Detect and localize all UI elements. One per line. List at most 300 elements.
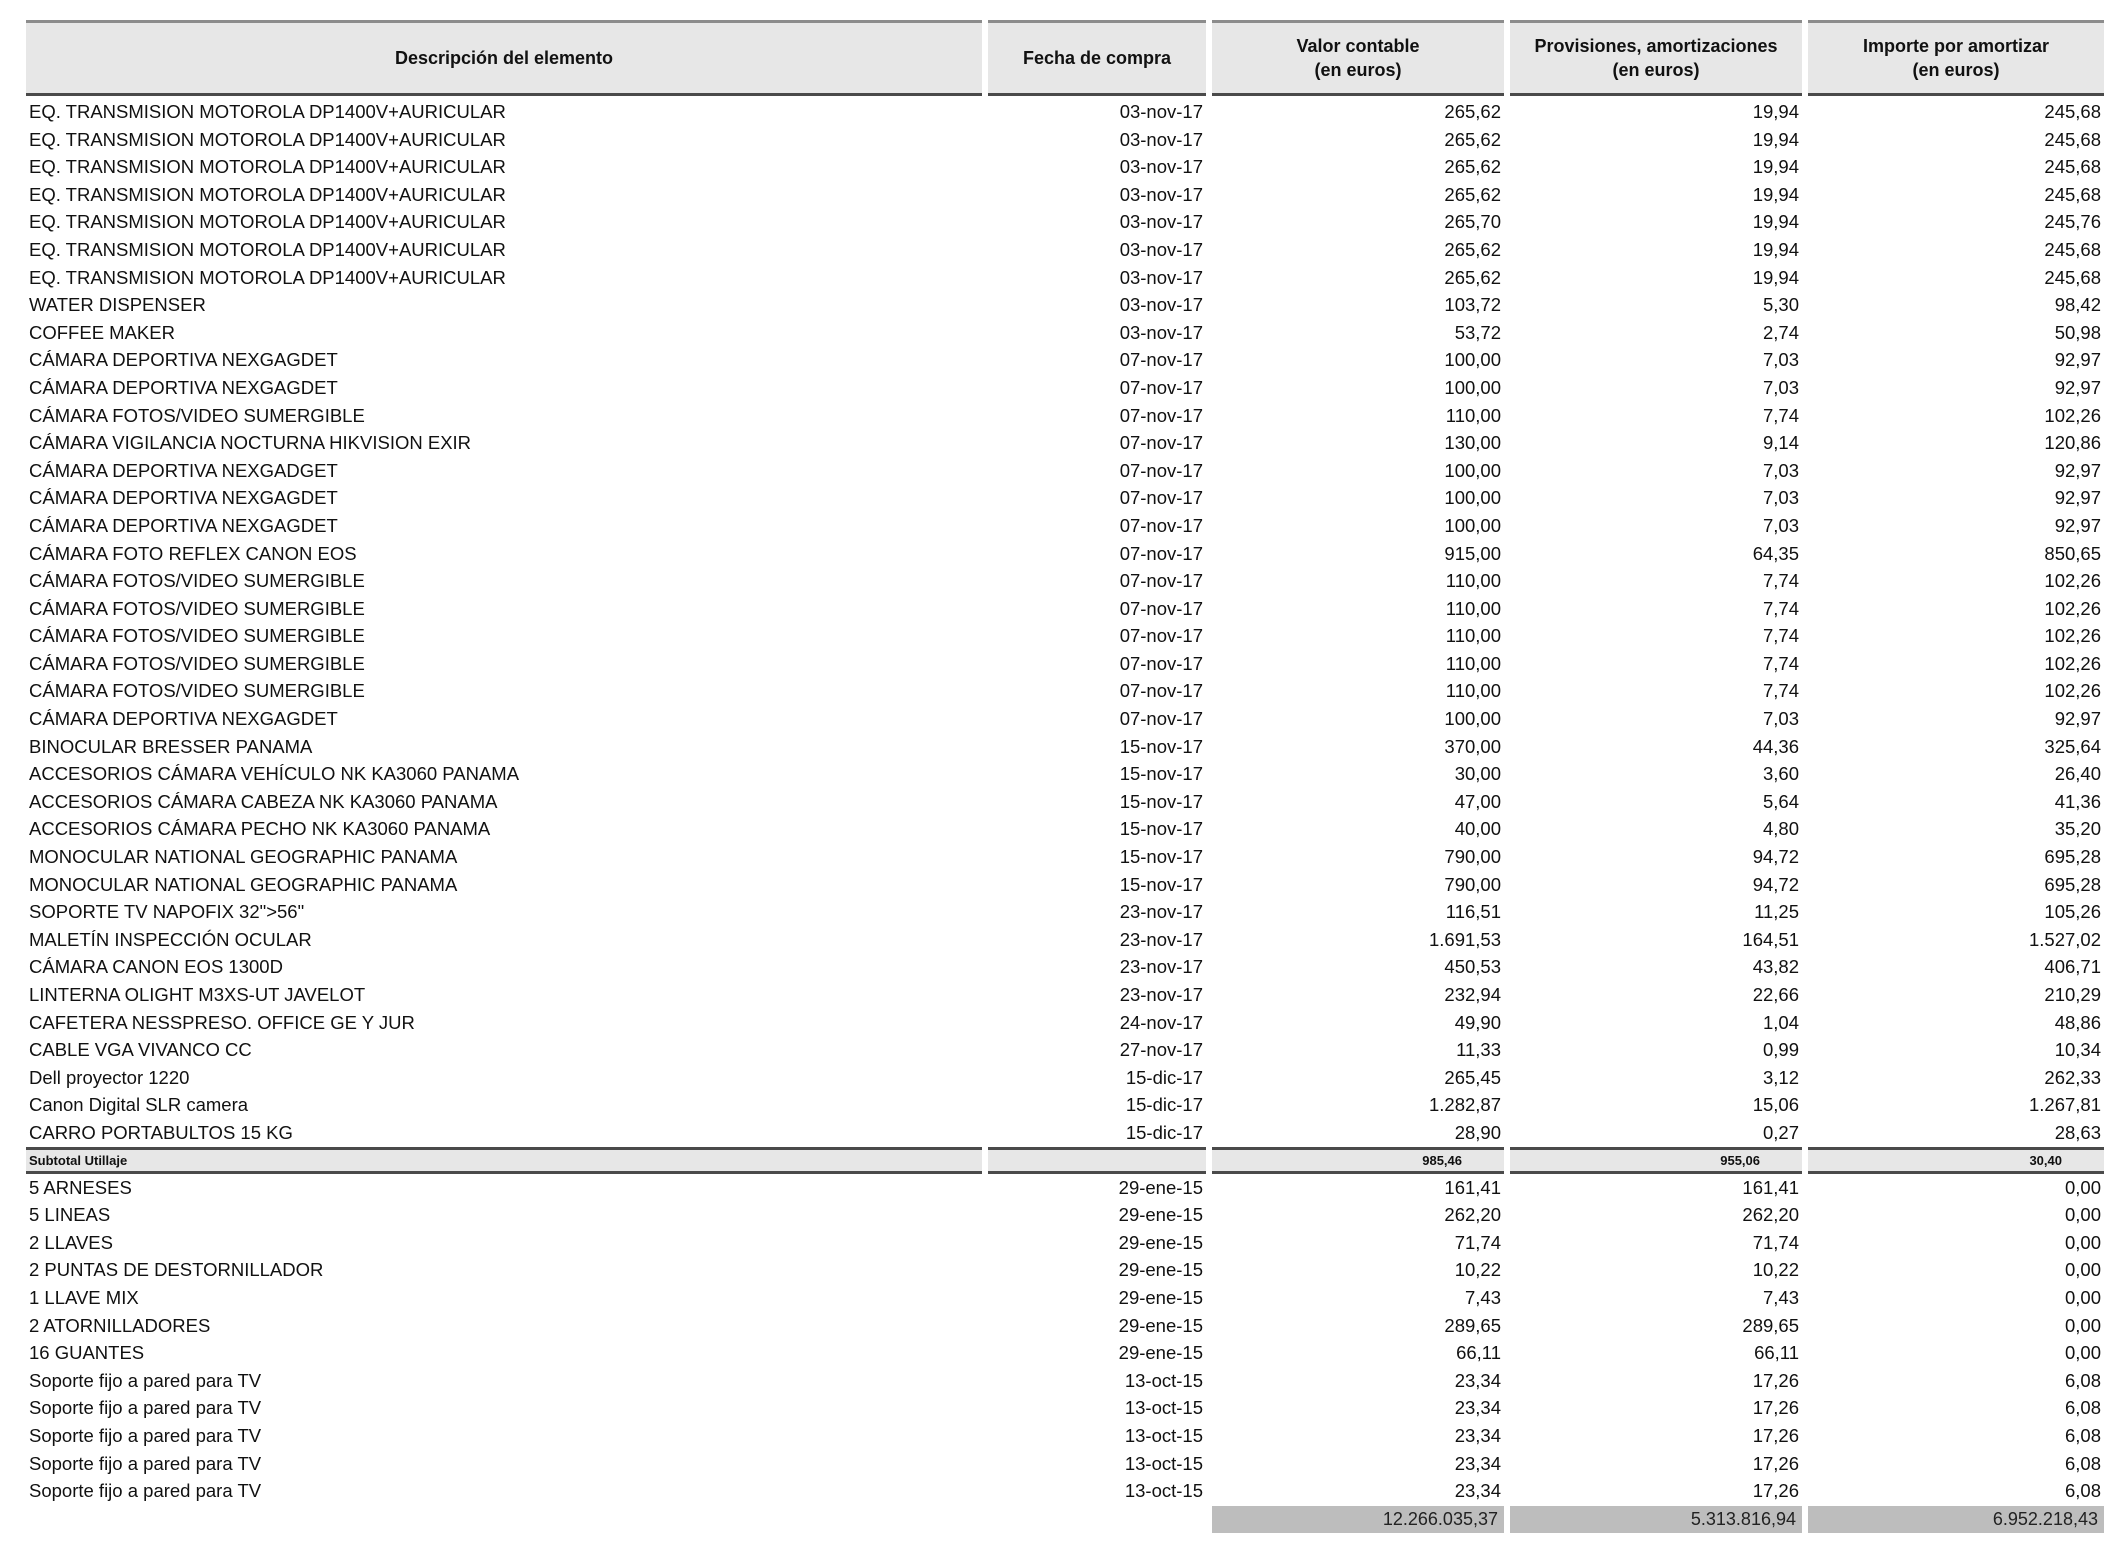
cell-purchase-date: 29-ene-15 bbox=[1118, 1176, 1203, 1198]
cell-purchase-date: 29-ene-15 bbox=[1118, 1342, 1203, 1364]
subtotal-provisions: 955,06 bbox=[1510, 1147, 1802, 1174]
cell-description: MONOCULAR NATIONAL GEOGRAPHIC PANAMA bbox=[29, 846, 458, 868]
cell-pending-amount: 48,86 bbox=[2054, 1011, 2101, 1033]
table-row bbox=[26, 484, 2104, 512]
cell-pending-amount: 28,63 bbox=[2054, 1121, 2101, 1143]
table-row bbox=[26, 871, 2104, 899]
cell-book-value: 265,62 bbox=[1444, 101, 1501, 122]
cell-purchase-date: 29-ene-15 bbox=[1118, 1259, 1203, 1281]
table-body bbox=[26, 98, 2104, 1505]
cell-book-value: 289,65 bbox=[1444, 1314, 1501, 1336]
cell-pending-amount: 1.527,02 bbox=[2028, 928, 2101, 950]
subtotal-pending: 30,40 bbox=[1808, 1147, 2104, 1174]
cell-description: WATER DISPENSER bbox=[29, 294, 206, 316]
cell-provisions: 5,30 bbox=[1762, 294, 1799, 316]
cell-description: CAFETERA NESSPRESO. OFFICE GE Y JUR bbox=[29, 1011, 415, 1033]
cell-purchase-date: 29-ene-15 bbox=[1118, 1231, 1203, 1253]
cell-purchase-date: 24-nov-17 bbox=[1119, 1011, 1203, 1033]
cell-pending-amount: 35,20 bbox=[2054, 818, 2101, 840]
cell-book-value: 40,00 bbox=[1454, 818, 1501, 840]
header-description: Descripción del elemento bbox=[26, 20, 982, 96]
cell-book-value: 1.282,87 bbox=[1428, 1094, 1501, 1116]
cell-purchase-date: 15-dic-17 bbox=[1125, 1066, 1203, 1088]
cell-pending-amount: 105,26 bbox=[2044, 901, 2101, 923]
cell-description: CÁMARA FOTOS/VIDEO SUMERGIBLE bbox=[29, 625, 365, 647]
cell-pending-amount: 0,00 bbox=[2064, 1342, 2101, 1364]
table-row bbox=[26, 1477, 2104, 1505]
cell-pending-amount: 406,71 bbox=[2044, 956, 2101, 978]
cell-description: 5 ARNESES bbox=[29, 1176, 132, 1198]
table-row bbox=[26, 595, 2104, 623]
table-row bbox=[26, 208, 2104, 236]
cell-pending-amount: 92,97 bbox=[2054, 708, 2101, 730]
cell-description: EQ. TRANSMISION MOTOROLA DP1400V+AURICULAR bbox=[29, 183, 506, 205]
cell-book-value: 49,90 bbox=[1454, 1011, 1501, 1033]
table-row bbox=[26, 1422, 2104, 1450]
cell-pending-amount: 1.267,81 bbox=[2028, 1094, 2101, 1116]
cell-book-value: 100,00 bbox=[1444, 349, 1501, 371]
cell-book-value: 265,45 bbox=[1444, 1066, 1501, 1088]
cell-description: 1 LLAVE MIX bbox=[29, 1286, 139, 1308]
cell-book-value: 790,00 bbox=[1444, 846, 1501, 868]
cell-provisions: 44,36 bbox=[1752, 735, 1799, 757]
cell-purchase-date: 15-nov-17 bbox=[1119, 790, 1203, 812]
cell-purchase-date: 13-oct-15 bbox=[1124, 1397, 1203, 1419]
cell-provisions: 7,74 bbox=[1762, 404, 1799, 426]
cell-pending-amount: 98,42 bbox=[2054, 294, 2101, 316]
total-book-value: 12.266.035,37 bbox=[1212, 1506, 1504, 1533]
cell-book-value: 7,43 bbox=[1464, 1286, 1501, 1308]
cell-pending-amount: 245,76 bbox=[2044, 211, 2101, 233]
cell-purchase-date: 07-nov-17 bbox=[1119, 432, 1203, 454]
cell-provisions: 43,82 bbox=[1752, 956, 1799, 978]
cell-provisions: 94,72 bbox=[1752, 873, 1799, 895]
cell-purchase-date: 23-nov-17 bbox=[1119, 901, 1203, 923]
cell-pending-amount: 41,36 bbox=[2054, 790, 2101, 812]
cell-provisions: 9,14 bbox=[1762, 432, 1799, 454]
cell-book-value: 23,34 bbox=[1454, 1397, 1501, 1419]
cell-provisions: 19,94 bbox=[1752, 266, 1799, 288]
cell-description: 5 LINEAS bbox=[29, 1204, 111, 1226]
subtotal-book-value: 985,46 bbox=[1212, 1147, 1504, 1174]
table-row bbox=[26, 1009, 2104, 1037]
cell-provisions: 94,72 bbox=[1752, 846, 1799, 868]
cell-book-value: 110,00 bbox=[1445, 652, 1501, 674]
cell-description: EQ. TRANSMISION MOTOROLA DP1400V+AURICULAR bbox=[29, 156, 506, 178]
cell-purchase-date: 07-nov-17 bbox=[1119, 459, 1203, 481]
cell-pending-amount: 695,28 bbox=[2044, 846, 2101, 868]
table-row bbox=[26, 346, 2104, 374]
cell-description: EQ. TRANSMISION MOTOROLA DP1400V+AURICULAR bbox=[29, 211, 506, 233]
table-row bbox=[26, 650, 2104, 678]
cell-description: ACCESORIOS CÁMARA PECHO NK KA3060 PANAMA bbox=[29, 818, 491, 840]
cell-book-value: 370,00 bbox=[1444, 735, 1501, 757]
cell-purchase-date: 07-nov-17 bbox=[1119, 597, 1203, 619]
table-row bbox=[26, 374, 2104, 402]
cell-provisions: 164,51 bbox=[1742, 928, 1799, 950]
table-row bbox=[26, 291, 2104, 319]
table-row bbox=[26, 540, 2104, 568]
cell-provisions: 7,03 bbox=[1762, 376, 1799, 398]
cell-provisions: 19,94 bbox=[1752, 128, 1799, 150]
cell-pending-amount: 92,97 bbox=[2054, 376, 2101, 398]
cell-book-value: 265,70 bbox=[1444, 211, 1501, 233]
cell-description: ACCESORIOS CÁMARA VEHÍCULO NK KA3060 PANAMA bbox=[29, 763, 520, 785]
cell-pending-amount: 210,29 bbox=[2044, 984, 2101, 1005]
cell-book-value: 66,11 bbox=[1456, 1342, 1501, 1364]
cell-description: COFFEE MAKER bbox=[29, 321, 175, 343]
cell-pending-amount: 245,68 bbox=[2044, 101, 2101, 122]
cell-provisions: 3,12 bbox=[1762, 1066, 1799, 1088]
cell-pending-amount: 102,26 bbox=[2044, 652, 2101, 674]
cell-description: BINOCULAR BRESSER PANAMA bbox=[29, 735, 313, 757]
cell-pending-amount: 6,08 bbox=[2064, 1480, 2101, 1502]
cell-provisions: 5,64 bbox=[1762, 790, 1799, 812]
cell-pending-amount: 0,00 bbox=[2064, 1314, 2101, 1336]
table-row bbox=[26, 1367, 2104, 1395]
cell-pending-amount: 695,28 bbox=[2044, 873, 2101, 895]
cell-book-value: 10,22 bbox=[1454, 1259, 1501, 1281]
cell-purchase-date: 13-oct-15 bbox=[1124, 1369, 1203, 1391]
cell-description: Soporte fijo a pared para TV bbox=[29, 1369, 262, 1391]
cell-purchase-date: 15-nov-17 bbox=[1119, 846, 1203, 868]
cell-description: Soporte fijo a pared para TV bbox=[29, 1397, 262, 1419]
cell-pending-amount: 0,00 bbox=[2064, 1231, 2101, 1253]
cell-provisions: 3,60 bbox=[1762, 763, 1799, 785]
cell-pending-amount: 102,26 bbox=[2044, 625, 2101, 647]
cell-provisions: 7,03 bbox=[1762, 349, 1799, 371]
cell-description: ACCESORIOS CÁMARA CABEZA NK KA3060 PANAMA bbox=[29, 790, 498, 812]
cell-provisions: 7,03 bbox=[1762, 708, 1799, 730]
header-pending-amount: Importe por amortizar (en euros) bbox=[1808, 20, 2104, 96]
cell-pending-amount: 262,33 bbox=[2044, 1066, 2101, 1088]
cell-pending-amount: 6,08 bbox=[2064, 1452, 2101, 1474]
cell-pending-amount: 102,26 bbox=[2044, 570, 2101, 592]
cell-book-value: 47,00 bbox=[1454, 790, 1501, 812]
cell-purchase-date: 13-oct-15 bbox=[1124, 1424, 1203, 1446]
cell-book-value: 100,00 bbox=[1444, 487, 1501, 509]
cell-pending-amount: 245,68 bbox=[2044, 156, 2101, 178]
cell-book-value: 110,00 bbox=[1445, 570, 1501, 592]
cell-description: CÁMARA FOTOS/VIDEO SUMERGIBLE bbox=[29, 680, 365, 702]
cell-purchase-date: 15-nov-17 bbox=[1119, 873, 1203, 895]
cell-provisions: 161,41 bbox=[1742, 1176, 1799, 1198]
cell-pending-amount: 0,00 bbox=[2064, 1176, 2101, 1198]
cell-purchase-date: 15-dic-17 bbox=[1125, 1121, 1203, 1143]
cell-book-value: 262,20 bbox=[1444, 1204, 1501, 1226]
table-row bbox=[26, 843, 2104, 871]
cell-provisions: 17,26 bbox=[1752, 1424, 1799, 1446]
cell-book-value: 110,00 bbox=[1445, 404, 1501, 426]
table-row bbox=[26, 153, 2104, 181]
cell-book-value: 23,34 bbox=[1454, 1369, 1501, 1391]
cell-book-value: 110,00 bbox=[1445, 625, 1501, 647]
table-header bbox=[26, 20, 2104, 96]
cell-pending-amount: 102,26 bbox=[2044, 597, 2101, 619]
cell-pending-amount: 50,98 bbox=[2054, 321, 2101, 343]
cell-description: CARRO PORTABULTOS 15 KG bbox=[29, 1121, 293, 1143]
cell-provisions: 7,03 bbox=[1762, 487, 1799, 509]
cell-provisions: 289,65 bbox=[1742, 1314, 1799, 1336]
cell-purchase-date: 03-nov-17 bbox=[1119, 183, 1203, 205]
cell-purchase-date: 07-nov-17 bbox=[1119, 680, 1203, 702]
cell-provisions: 11,25 bbox=[1754, 901, 1799, 923]
cell-provisions: 7,74 bbox=[1762, 680, 1799, 702]
cell-pending-amount: 0,00 bbox=[2064, 1286, 2101, 1308]
cell-description: CÁMARA DEPORTIVA NEXGAGDET bbox=[29, 349, 338, 371]
cell-provisions: 7,74 bbox=[1762, 597, 1799, 619]
cell-provisions: 15,06 bbox=[1752, 1094, 1799, 1116]
cell-provisions: 4,80 bbox=[1762, 818, 1799, 840]
cell-purchase-date: 23-nov-17 bbox=[1119, 928, 1203, 950]
cell-description: Canon Digital SLR camera bbox=[29, 1094, 249, 1116]
table-row bbox=[26, 981, 2104, 1009]
total-provisions: 5.313.816,94 bbox=[1510, 1506, 1802, 1533]
cell-pending-amount: 10,34 bbox=[2054, 1039, 2101, 1061]
table-row bbox=[26, 898, 2104, 926]
cell-provisions: 71,74 bbox=[1752, 1231, 1799, 1253]
cell-purchase-date: 23-nov-17 bbox=[1119, 984, 1203, 1005]
table-row bbox=[26, 181, 2104, 209]
cell-provisions: 10,22 bbox=[1752, 1259, 1799, 1281]
table-row bbox=[26, 677, 2104, 705]
cell-purchase-date: 23-nov-17 bbox=[1119, 956, 1203, 978]
cell-pending-amount: 325,64 bbox=[2044, 735, 2101, 757]
cell-description: 2 PUNTAS DE DESTORNILLADOR bbox=[29, 1259, 324, 1281]
table-row bbox=[26, 319, 2104, 347]
cell-book-value: 265,62 bbox=[1444, 128, 1501, 150]
table-row bbox=[26, 953, 2104, 981]
cell-description: CÁMARA DEPORTIVA NEXGAGDET bbox=[29, 514, 338, 536]
cell-purchase-date: 07-nov-17 bbox=[1119, 349, 1203, 371]
cell-purchase-date: 15-nov-17 bbox=[1119, 818, 1203, 840]
cell-book-value: 23,34 bbox=[1454, 1480, 1501, 1502]
cell-purchase-date: 03-nov-17 bbox=[1119, 101, 1203, 122]
cell-purchase-date: 03-nov-17 bbox=[1119, 128, 1203, 150]
cell-pending-amount: 850,65 bbox=[2044, 542, 2101, 564]
cell-pending-amount: 92,97 bbox=[2054, 349, 2101, 371]
asset-table bbox=[26, 20, 2104, 1533]
table-row bbox=[26, 1201, 2104, 1229]
table-row bbox=[26, 1174, 2104, 1202]
cell-book-value: 915,00 bbox=[1444, 542, 1501, 564]
cell-book-value: 790,00 bbox=[1444, 873, 1501, 895]
cell-book-value: 71,74 bbox=[1454, 1231, 1501, 1253]
cell-provisions: 19,94 bbox=[1752, 156, 1799, 178]
section-utillaje bbox=[26, 98, 2104, 1147]
cell-book-value: 265,62 bbox=[1444, 183, 1501, 205]
cell-pending-amount: 92,97 bbox=[2054, 459, 2101, 481]
cell-pending-amount: 245,68 bbox=[2044, 266, 2101, 288]
cell-pending-amount: 6,08 bbox=[2064, 1369, 2101, 1391]
cell-provisions: 17,26 bbox=[1752, 1480, 1799, 1502]
cell-description: CÁMARA FOTOS/VIDEO SUMERGIBLE bbox=[29, 652, 365, 674]
table-row bbox=[26, 512, 2104, 540]
cell-purchase-date: 07-nov-17 bbox=[1119, 542, 1203, 564]
cell-book-value: 265,62 bbox=[1444, 266, 1501, 288]
section-equipment bbox=[26, 1174, 2104, 1505]
cell-provisions: 17,26 bbox=[1752, 1452, 1799, 1474]
cell-purchase-date: 03-nov-17 bbox=[1119, 321, 1203, 343]
cell-pending-amount: 92,97 bbox=[2054, 487, 2101, 509]
cell-provisions: 19,94 bbox=[1752, 101, 1799, 122]
cell-pending-amount: 0,00 bbox=[2064, 1259, 2101, 1281]
table-row bbox=[26, 1339, 2104, 1367]
table-row bbox=[26, 733, 2104, 761]
cell-description: CÁMARA CANON EOS 1300D bbox=[29, 956, 283, 978]
table-row bbox=[26, 567, 2104, 595]
table-row bbox=[26, 622, 2104, 650]
subtotal-label: Subtotal Utillaje bbox=[26, 1147, 982, 1174]
cell-purchase-date: 07-nov-17 bbox=[1119, 404, 1203, 426]
cell-book-value: 110,00 bbox=[1445, 680, 1501, 702]
cell-provisions: 66,11 bbox=[1754, 1342, 1799, 1364]
header-provisions: Provisiones, amortizaciones (en euros) bbox=[1510, 20, 1802, 96]
header-purchase-date: Fecha de compra bbox=[988, 20, 1206, 96]
grand-total-row bbox=[26, 1506, 2104, 1533]
cell-purchase-date: 29-ene-15 bbox=[1118, 1286, 1203, 1308]
cell-provisions: 7,03 bbox=[1762, 514, 1799, 536]
cell-description: CÁMARA DEPORTIVA NEXGADGET bbox=[29, 459, 338, 481]
cell-book-value: 1.691,53 bbox=[1428, 928, 1501, 950]
cell-pending-amount: 6,08 bbox=[2064, 1397, 2101, 1419]
cell-description: Soporte fijo a pared para TV bbox=[29, 1424, 262, 1446]
cell-book-value: 23,34 bbox=[1454, 1424, 1501, 1446]
table-row bbox=[26, 1312, 2104, 1340]
cell-description: 2 LLAVES bbox=[29, 1231, 113, 1253]
cell-description: Dell proyector 1220 bbox=[29, 1066, 190, 1088]
table-row bbox=[26, 705, 2104, 733]
cell-purchase-date: 07-nov-17 bbox=[1119, 652, 1203, 674]
cell-purchase-date: 03-nov-17 bbox=[1119, 238, 1203, 260]
cell-book-value: 450,53 bbox=[1444, 956, 1501, 978]
cell-provisions: 7,43 bbox=[1762, 1286, 1799, 1308]
cell-provisions: 7,74 bbox=[1762, 652, 1799, 674]
cell-pending-amount: 0,00 bbox=[2064, 1204, 2101, 1226]
cell-purchase-date: 07-nov-17 bbox=[1119, 570, 1203, 592]
table-row bbox=[26, 1091, 2104, 1119]
cell-description: CÁMARA FOTOS/VIDEO SUMERGIBLE bbox=[29, 404, 365, 426]
table-row bbox=[26, 264, 2104, 292]
cell-provisions: 17,26 bbox=[1752, 1369, 1799, 1391]
cell-description: CABLE VGA VIVANCO CC bbox=[29, 1039, 252, 1061]
cell-book-value: 100,00 bbox=[1444, 459, 1501, 481]
cell-purchase-date: 03-nov-17 bbox=[1119, 211, 1203, 233]
table-row bbox=[26, 1284, 2104, 1312]
cell-description: Soporte fijo a pared para TV bbox=[29, 1480, 262, 1502]
cell-book-value: 116,51 bbox=[1445, 901, 1501, 923]
subtotal-row bbox=[26, 1147, 2104, 1174]
cell-purchase-date: 07-nov-17 bbox=[1119, 376, 1203, 398]
table-row bbox=[26, 126, 2104, 154]
cell-book-value: 100,00 bbox=[1444, 376, 1501, 398]
cell-purchase-date: 29-ene-15 bbox=[1118, 1314, 1203, 1336]
cell-book-value: 103,72 bbox=[1444, 294, 1501, 316]
table-row bbox=[26, 1036, 2104, 1064]
cell-book-value: 53,72 bbox=[1454, 321, 1501, 343]
cell-description: Soporte fijo a pared para TV bbox=[29, 1452, 262, 1474]
cell-provisions: 19,94 bbox=[1752, 238, 1799, 260]
cell-book-value: 11,33 bbox=[1456, 1039, 1501, 1061]
cell-description: MALETÍN INSPECCIÓN OCULAR bbox=[29, 928, 312, 950]
cell-book-value: 100,00 bbox=[1444, 708, 1501, 730]
cell-pending-amount: 26,40 bbox=[2054, 763, 2101, 785]
table-row bbox=[26, 1394, 2104, 1422]
cell-description: EQ. TRANSMISION MOTOROLA DP1400V+AURICULAR bbox=[29, 266, 506, 288]
cell-provisions: 17,26 bbox=[1752, 1397, 1799, 1419]
total-pending: 6.952.218,43 bbox=[1808, 1506, 2104, 1533]
table-row bbox=[26, 402, 2104, 430]
cell-pending-amount: 92,97 bbox=[2054, 514, 2101, 536]
cell-provisions: 19,94 bbox=[1752, 183, 1799, 205]
cell-purchase-date: 07-nov-17 bbox=[1119, 708, 1203, 730]
cell-purchase-date: 15-dic-17 bbox=[1125, 1094, 1203, 1116]
cell-description: CÁMARA VIGILANCIA NOCTURNA HIKVISION EXIR bbox=[29, 432, 472, 454]
cell-book-value: 265,62 bbox=[1444, 238, 1501, 260]
cell-description: CÁMARA DEPORTIVA NEXGAGDET bbox=[29, 376, 338, 398]
cell-description: 16 GUANTES bbox=[29, 1342, 145, 1364]
cell-provisions: 22,66 bbox=[1752, 984, 1799, 1005]
header-book-value: Valor contable (en euros) bbox=[1212, 20, 1504, 96]
cell-description: CÁMARA DEPORTIVA NEXGAGDET bbox=[29, 708, 338, 730]
cell-provisions: 19,94 bbox=[1752, 211, 1799, 233]
cell-provisions: 2,74 bbox=[1762, 321, 1799, 343]
cell-description: MONOCULAR NATIONAL GEOGRAPHIC PANAMA bbox=[29, 873, 458, 895]
cell-pending-amount: 120,86 bbox=[2044, 432, 2101, 454]
cell-book-value: 30,00 bbox=[1454, 763, 1501, 785]
cell-provisions: 7,74 bbox=[1762, 625, 1799, 647]
cell-pending-amount: 245,68 bbox=[2044, 238, 2101, 260]
cell-purchase-date: 13-oct-15 bbox=[1124, 1480, 1203, 1502]
cell-pending-amount: 102,26 bbox=[2044, 680, 2101, 702]
cell-provisions: 262,20 bbox=[1742, 1204, 1799, 1226]
cell-purchase-date: 07-nov-17 bbox=[1119, 625, 1203, 647]
cell-provisions: 7,74 bbox=[1762, 570, 1799, 592]
table-row bbox=[26, 236, 2104, 264]
table-row bbox=[26, 1119, 2104, 1147]
cell-purchase-date: 07-nov-17 bbox=[1119, 514, 1203, 536]
table-row bbox=[26, 1256, 2104, 1284]
cell-provisions: 7,03 bbox=[1762, 459, 1799, 481]
cell-book-value: 100,00 bbox=[1444, 514, 1501, 536]
cell-purchase-date: 03-nov-17 bbox=[1119, 294, 1203, 316]
table-row bbox=[26, 926, 2104, 954]
cell-purchase-date: 27-nov-17 bbox=[1119, 1039, 1203, 1061]
cell-purchase-date: 03-nov-17 bbox=[1119, 266, 1203, 288]
cell-book-value: 130,00 bbox=[1444, 432, 1501, 454]
cell-book-value: 110,00 bbox=[1445, 597, 1501, 619]
cell-description: 2 ATORNILLADORES bbox=[29, 1314, 211, 1336]
cell-pending-amount: 245,68 bbox=[2044, 183, 2101, 205]
cell-description: CÁMARA FOTOS/VIDEO SUMERGIBLE bbox=[29, 570, 365, 592]
cell-book-value: 23,34 bbox=[1454, 1452, 1501, 1474]
cell-description: CÁMARA FOTOS/VIDEO SUMERGIBLE bbox=[29, 597, 365, 619]
table-row bbox=[26, 1229, 2104, 1257]
cell-pending-amount: 245,68 bbox=[2044, 128, 2101, 150]
table-row bbox=[26, 1450, 2104, 1478]
cell-description: EQ. TRANSMISION MOTOROLA DP1400V+AURICULAR bbox=[29, 238, 506, 260]
cell-book-value: 232,94 bbox=[1444, 984, 1501, 1005]
cell-book-value: 28,90 bbox=[1454, 1121, 1501, 1143]
cell-book-value: 265,62 bbox=[1444, 156, 1501, 178]
cell-description: CÁMARA DEPORTIVA NEXGAGDET bbox=[29, 487, 338, 509]
cell-provisions: 1,04 bbox=[1762, 1011, 1799, 1033]
cell-book-value: 161,41 bbox=[1444, 1176, 1501, 1198]
table-row bbox=[26, 1064, 2104, 1092]
cell-purchase-date: 03-nov-17 bbox=[1119, 156, 1203, 178]
cell-description: LINTERNA OLIGHT M3XS-UT JAVELOT bbox=[29, 984, 366, 1005]
cell-description: EQ. TRANSMISION MOTOROLA DP1400V+AURICULAR bbox=[29, 128, 506, 150]
